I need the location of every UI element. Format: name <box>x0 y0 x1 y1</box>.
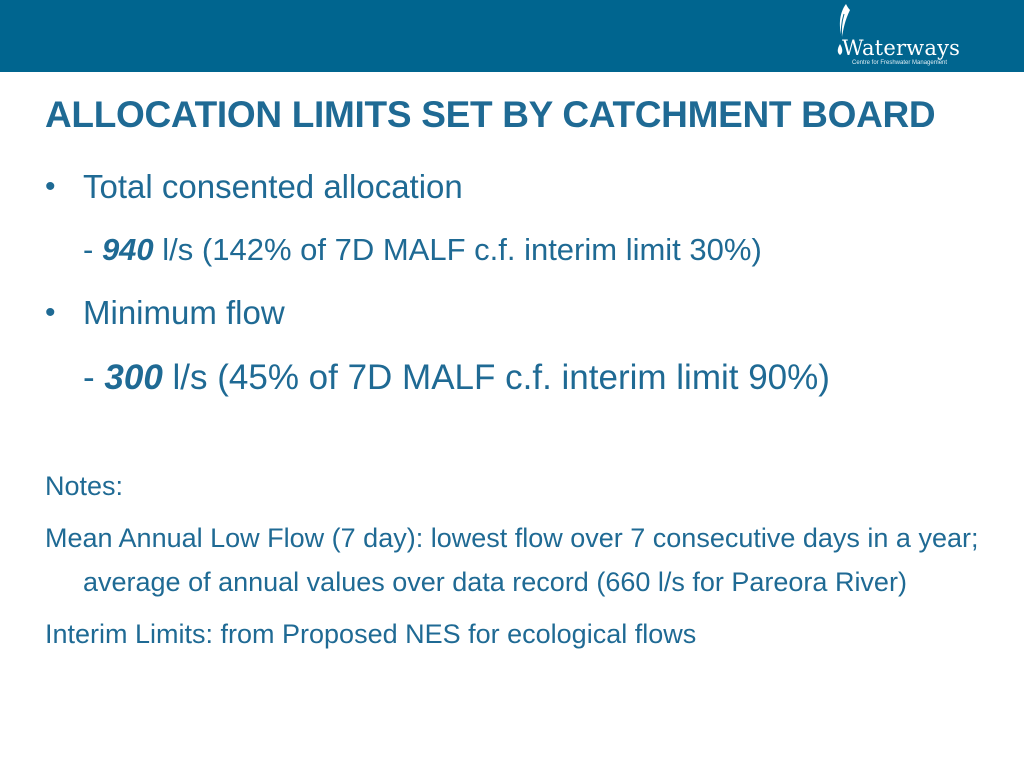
logo-name: Waterways <box>842 36 961 60</box>
bullet-dot-icon: • <box>45 296 56 329</box>
bullet-detail <box>45 340 1005 420</box>
detail-text: l/s (45% of 7D MALF c.f. interim limit 90%) <box>162 358 830 397</box>
bullet-detail <box>45 214 1005 286</box>
detail-value: 940 <box>101 232 154 267</box>
note-item: Interim Limits: from Proposed NES for ecological flows <box>45 619 697 649</box>
bullet-item <box>45 160 1005 214</box>
bullet-list <box>45 160 1005 420</box>
detail-text: l/s (142% of 7D MALF c.f. interim limit 30%) <box>153 232 762 267</box>
detail-value: 300 <box>104 358 163 397</box>
notes-section <box>45 464 995 664</box>
notes-heading: Notes: <box>45 471 124 501</box>
header-bar <box>0 0 1024 72</box>
detail-prefix: - <box>83 232 102 267</box>
slide-title: ALLOCATION LIMITS SET BY CATCHMENT BOARD <box>45 94 936 135</box>
detail-prefix: - <box>83 358 105 397</box>
bullet-label: Total consented allocation <box>83 168 463 205</box>
note-item: Mean Annual Low Flow (7 day): lowest flow over 7 consecutive days in a year; average of annual values over data record (660 l/s for Pareora River) <box>45 523 979 597</box>
bullet-dot-icon: • <box>45 170 56 203</box>
bullet-item <box>45 286 1005 340</box>
logo-subtitle: Centre for Freshwater Management <box>852 60 948 66</box>
bullet-label: Minimum flow <box>83 294 285 331</box>
waterways-logo <box>818 2 968 68</box>
